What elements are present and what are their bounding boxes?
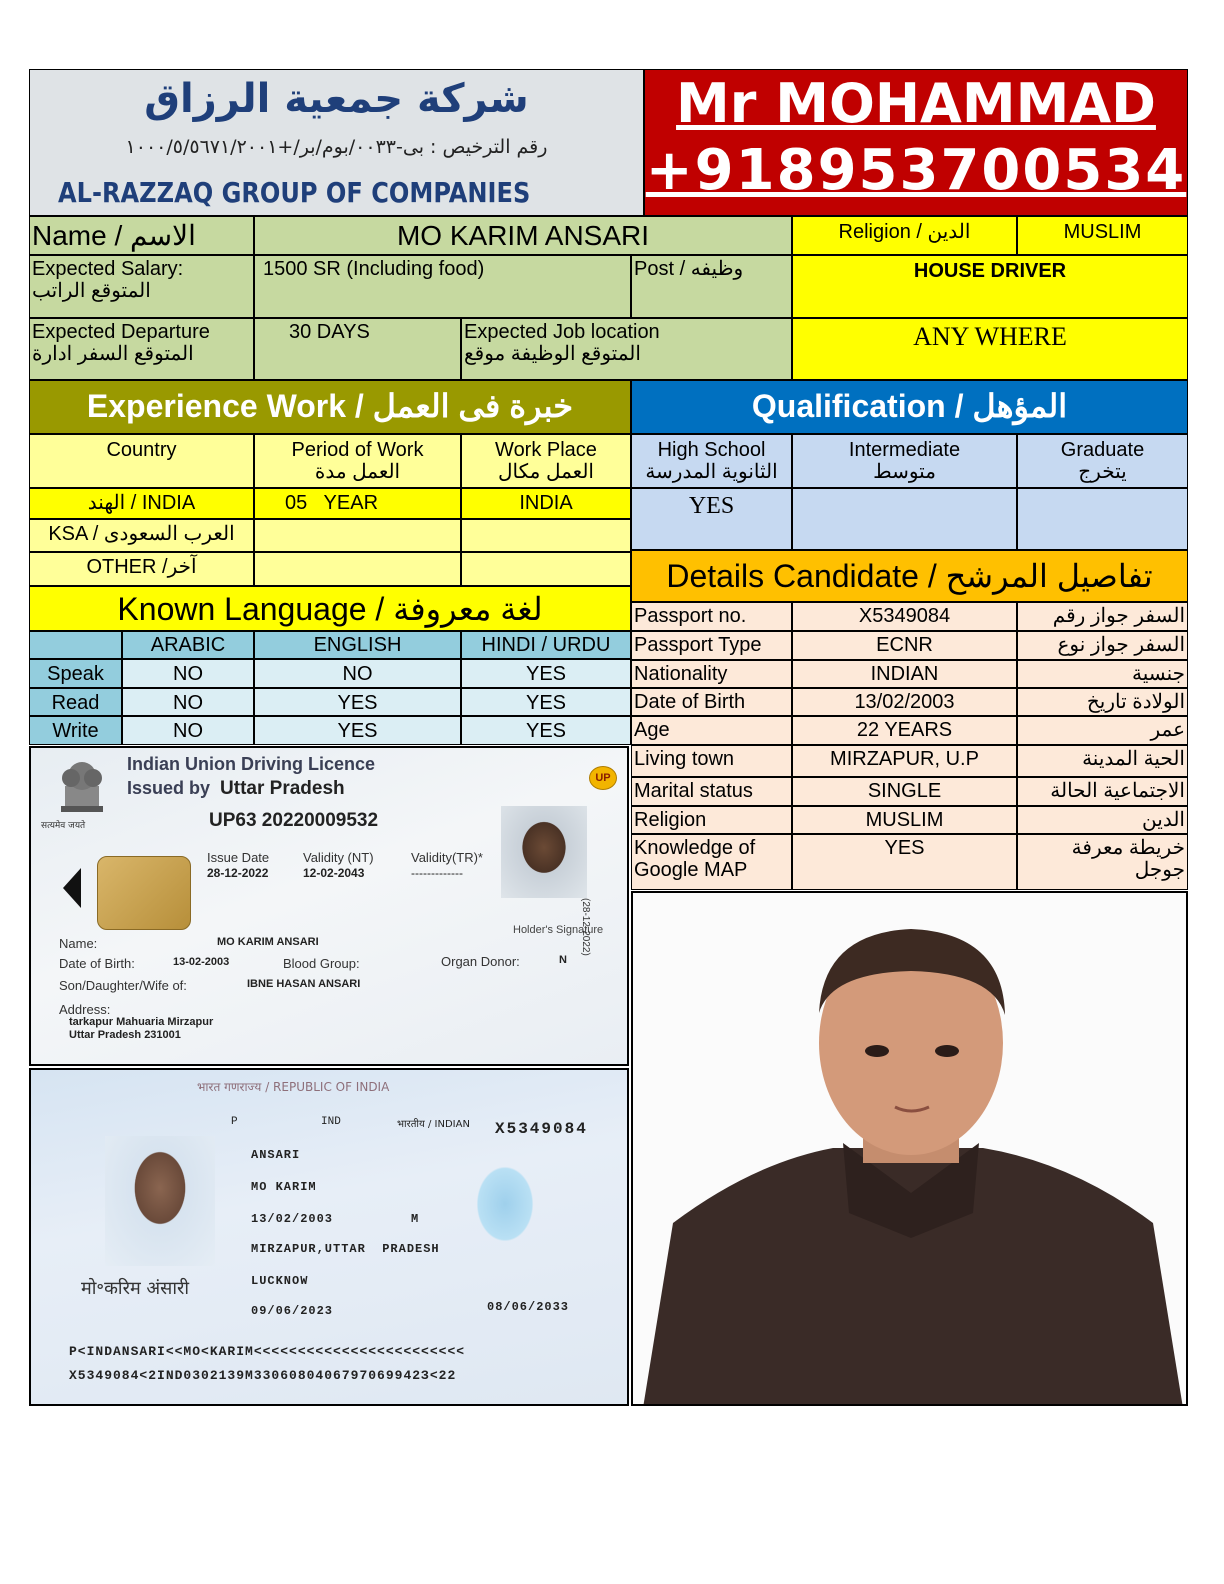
exp-col-place: Work Place العمل مكال — [461, 434, 631, 488]
issue-date-label: Issue Date — [207, 850, 270, 865]
detail-label-arabic: خريطة معرفة جوجل — [1017, 834, 1188, 890]
blood-group-label: Blood Group: — [283, 956, 360, 971]
licence-number: UP63 20220009532 — [209, 810, 379, 831]
holder-signature-label: Holder's Signature — [513, 924, 604, 936]
passport-place-of-issue: LUCKNOW — [251, 1274, 309, 1288]
detail-label-arabic: السفر جواز نوع — [1017, 631, 1188, 660]
exp-row-country: KSA / العرب السعودى — [29, 519, 254, 552]
passport-date-of-expiry: 08/06/2033 — [487, 1300, 570, 1314]
detail-label-arabic: الحية المدينة — [1017, 745, 1188, 777]
name-value: MO KARIM ANSARI — [254, 216, 792, 255]
exp-row-period — [254, 552, 461, 586]
candidate-photo — [631, 891, 1188, 1406]
contact-phone: +918953700534 — [645, 138, 1187, 203]
qual-col-graduate: Graduate يتخرج — [1017, 434, 1188, 488]
detail-value: X5349084 — [792, 602, 1017, 631]
licence-title: Indian Union Driving Licence — [127, 754, 376, 774]
detail-label: Age — [631, 716, 792, 745]
logo-arabic: شركة جمعية الرزاق — [144, 76, 529, 122]
emblem-caption: सत्यमेव जयते — [41, 821, 86, 831]
name-label: Name / الاسم — [29, 216, 254, 255]
contact-banner — [644, 69, 1188, 216]
detail-value: MUSLIM — [792, 806, 1017, 834]
emblem-icon — [51, 756, 113, 826]
detail-label: Religion — [631, 806, 792, 834]
validity-tr-label: Validity(TR)* — [411, 850, 483, 865]
qual-col-intermediate: Intermediate متوسط — [792, 434, 1017, 488]
lang-cell: YES — [461, 688, 631, 716]
passport-type: P — [231, 1116, 238, 1128]
detail-value: 22 YEARS — [792, 716, 1017, 745]
detail-label-arabic: جنسية — [1017, 660, 1188, 688]
lang-cell: NO — [122, 716, 254, 745]
passport-photo — [105, 1136, 215, 1266]
passport-header: भारत गणराज्य / REPUBLIC OF INDIA — [197, 1080, 390, 1094]
lang-cell: NO — [122, 659, 254, 688]
organ-donor-value: N — [559, 954, 567, 966]
exp-row-country: OTHER /آخر — [29, 552, 254, 586]
exp-row-place: INDIA — [461, 488, 631, 519]
detail-label-arabic: الولادة تاريخ — [1017, 688, 1188, 716]
passport-signature: मो॰करिम अंसारी — [81, 1278, 190, 1299]
qualification-title: Qualification / المؤهل — [631, 380, 1188, 434]
exp-col-country: Country — [29, 434, 254, 488]
qual-value-graduate — [1017, 488, 1188, 550]
detail-value: MIRZAPUR, U.P — [792, 745, 1017, 777]
validity-tr-value: ------------- — [411, 866, 463, 880]
lang-cell: YES — [461, 659, 631, 688]
contact-name: Mr MOHAMMAD — [676, 72, 1156, 135]
lang-row-label: Write — [29, 716, 122, 745]
logo-english: AL-RAZZAQ GROUP OF COMPANIES — [58, 176, 531, 209]
detail-label: Passport Type — [631, 631, 792, 660]
detail-value: 13/02/2003 — [792, 688, 1017, 716]
language-title: Known Language / لغة معروفة — [29, 586, 631, 631]
salary-value: 1500 SR (Including food) — [254, 255, 631, 318]
religion-value: MUSLIM — [1017, 216, 1188, 255]
detail-label-arabic: الدين — [1017, 806, 1188, 834]
exp-row-place — [461, 519, 631, 552]
driving-licence-image — [29, 746, 629, 1066]
lang-cell: NO — [254, 659, 461, 688]
arrow-icon — [63, 868, 81, 908]
licence-photo — [501, 806, 587, 898]
license-number-arabic: رقم الترخيص : بى-٠٠٣٣/بوم/بر/+١٠٠٠/٥/٥٦٧١/٢٠٠١ — [125, 136, 548, 158]
qual-value-high: YES — [631, 488, 792, 550]
issue-date-value: 28-12-2022 — [207, 866, 269, 880]
chip-icon — [97, 856, 191, 930]
detail-label-arabic: عمر — [1017, 716, 1188, 745]
company-logo — [29, 69, 644, 216]
passport-place-of-birth: MIRZAPUR,UTTAR PRADESH — [251, 1242, 440, 1256]
details-title: Details Candidate / تفاصيل المرشح — [631, 550, 1188, 602]
passport-given-names: MO KARIM — [251, 1180, 317, 1194]
exp-row-period: 05 YEAR — [254, 488, 461, 519]
passport-code: IND — [321, 1116, 341, 1128]
religion-label: Religion / الدين — [792, 216, 1017, 255]
lang-cell: YES — [254, 716, 461, 745]
detail-label-arabic: الاجتماعية الحالة — [1017, 777, 1188, 806]
lang-header-english: ENGLISH — [254, 631, 461, 659]
relation-label: Son/Daughter/Wife of: — [59, 978, 187, 993]
detail-value: INDIAN — [792, 660, 1017, 688]
passport-surname: ANSARI — [251, 1148, 301, 1162]
salary-label: Expected Salary: المتوقع الراتب — [29, 255, 254, 318]
detail-label: Knowledge of Google MAP — [631, 834, 792, 890]
passport-sex: M — [411, 1212, 419, 1226]
detail-value: YES — [792, 834, 1017, 890]
passport-nationality: भारतीय / INDIAN — [397, 1119, 470, 1130]
location-value: ANY WHERE — [792, 318, 1188, 380]
licence-dob-value: 13-02-2003 — [173, 956, 230, 968]
passport-ghost-photo — [455, 1150, 555, 1270]
validity-nt-label: Validity (NT) — [303, 850, 374, 865]
state-badge: UP — [589, 766, 617, 790]
lang-cell: YES — [461, 716, 631, 745]
post-value: HOUSE DRIVER — [792, 255, 1188, 318]
detail-label: Living town — [631, 745, 792, 777]
departure-value: 30 DAYS — [254, 318, 461, 380]
detail-label: Marital status — [631, 777, 792, 806]
organ-donor-label: Organ Donor: — [441, 954, 520, 969]
exp-row-country: الهند / INDIA — [29, 488, 254, 519]
detail-value: SINGLE — [792, 777, 1017, 806]
passport-image — [29, 1068, 629, 1406]
exp-col-period: Period of Work العمل مدة — [254, 434, 461, 488]
licence-name-label: Name: — [59, 936, 98, 951]
lang-row-label: Read — [29, 688, 122, 716]
licence-dob-label: Date of Birth: — [59, 956, 135, 971]
candidate-portrait — [633, 893, 1188, 1406]
detail-label: Date of Birth — [631, 688, 792, 716]
lang-cell: NO — [122, 688, 254, 716]
side-date: (28-12-2022) — [580, 898, 591, 956]
passport-dob: 13/02/2003 — [251, 1212, 334, 1226]
address-label: Address: — [59, 1002, 111, 1017]
detail-value: ECNR — [792, 631, 1017, 660]
passport-date-of-issue: 09/06/2023 — [251, 1304, 334, 1318]
detail-label: Nationality — [631, 660, 792, 688]
address-line-2: Uttar Pradesh 231001 — [69, 1029, 181, 1041]
licence-name-value: MO KARIM ANSARI — [217, 936, 319, 948]
passport-number: X5349084 — [495, 1120, 588, 1138]
passport-mrz-line-1: P<INDANSARI<<MO<KARIM<<<<<<<<<<<<<<<<<<<<<<<< — [69, 1344, 466, 1359]
detail-label: Passport no. — [631, 602, 792, 631]
detail-label-arabic: السفر جواز رقم — [1017, 602, 1188, 631]
lang-header-blank — [29, 631, 122, 659]
exp-row-period — [254, 519, 461, 552]
lang-row-label: Speak — [29, 659, 122, 688]
validity-nt-value: 12-02-2043 — [303, 866, 365, 880]
passport-mrz-line-2: X5349084<2IND0302139M3306080406797069942З<22 — [69, 1368, 457, 1383]
departure-label: Expected Departure المتوقع السفر ادارة — [29, 318, 254, 380]
post-label: Post / وظيفه — [631, 255, 792, 318]
lang-header-arabic: ARABIC — [122, 631, 254, 659]
qual-col-high: High School الثانوية المدرسة — [631, 434, 792, 488]
licence-issued-by: Issued by Uttar Pradesh — [127, 778, 345, 799]
experience-title: Experience Work / خبرة فى العمل — [29, 380, 631, 434]
address-line-1: tarkapur Mahuaria Mirzapur — [69, 1016, 214, 1028]
location-label: Expected Job location المتوقع الوظيفة موقع — [461, 318, 792, 380]
lang-cell: YES — [254, 688, 461, 716]
relation-value: IBNE HASAN ANSARI — [247, 978, 361, 990]
exp-row-place — [461, 552, 631, 586]
qual-value-intermediate — [792, 488, 1017, 550]
lang-header-hindi: HINDI / URDU — [461, 631, 631, 659]
